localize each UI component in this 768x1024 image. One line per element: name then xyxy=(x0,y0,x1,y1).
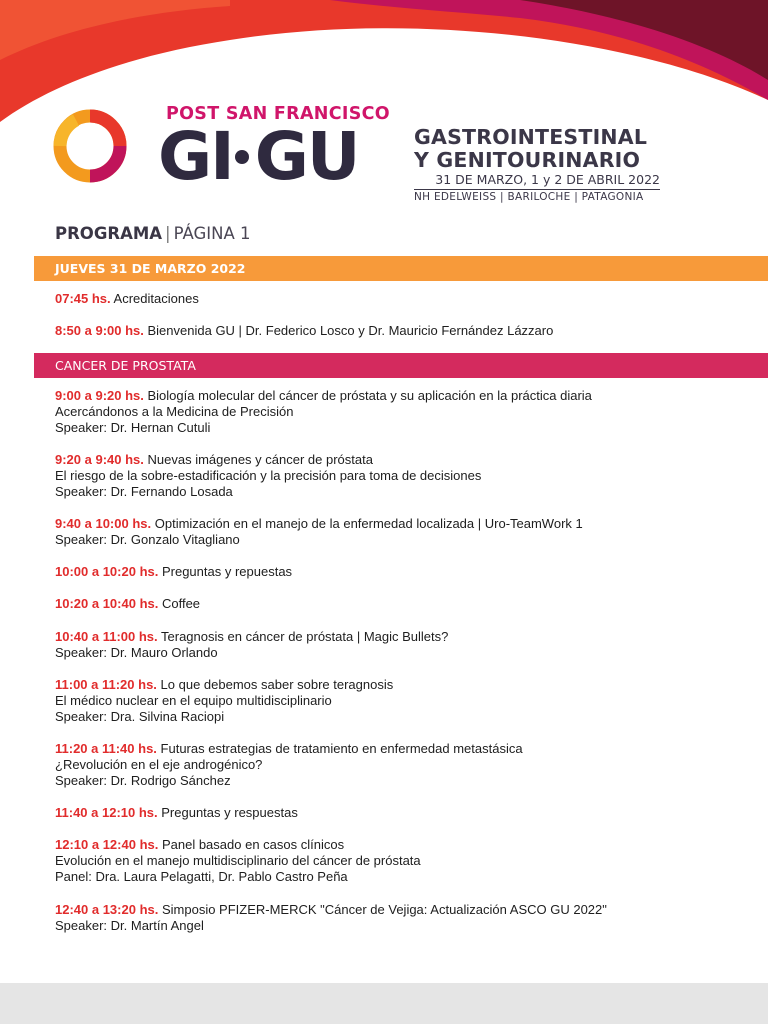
entry-detail-line: Acercándonos a la Medicina de Precisión xyxy=(55,404,294,419)
event-dates: 31 DE MARZO, 1 y 2 DE ABRIL 2022 xyxy=(414,172,660,190)
entry-title: Bienvenida GU | Dr. Federico Losco y Dr. Mauricio Fernández Lázzaro xyxy=(143,323,554,338)
entry-title: Biología molecular del cáncer de próstata y su aplicación en la práctica diaria xyxy=(143,388,592,403)
schedule-entry xyxy=(55,516,755,548)
entry-detail-line: Speaker: Dr. Rodrigo Sánchez xyxy=(55,773,231,788)
entry-title: Acreditaciones xyxy=(110,291,199,306)
entry-title-line xyxy=(55,452,755,468)
entry-detail-line: Speaker: Dr. Fernando Losada xyxy=(55,484,233,499)
entry-detail-line: Speaker: Dra. Silvina Raciopi xyxy=(55,709,225,724)
event-title-block xyxy=(414,126,664,205)
entry-detail-line: Panel: Dra. Laura Pelagatti, Dr. Pablo Castro Peña xyxy=(55,869,348,884)
entry-title: Preguntas y respuestas xyxy=(157,805,298,820)
schedule-entry xyxy=(55,741,755,789)
schedule-entry xyxy=(55,323,755,339)
day-header-band: JUEVES 31 DE MARZO 2022 xyxy=(34,256,768,281)
entry-title-line xyxy=(55,291,755,307)
entry-detail-line: Speaker: Dr. Martín Angel xyxy=(55,918,204,933)
page-title xyxy=(55,224,251,243)
entry-time: 10:20 a 10:40 hs. xyxy=(55,596,159,611)
event-title-line2: Y GENITOURINARIO xyxy=(414,148,641,172)
entry-time: 11:20 a 11:40 hs. xyxy=(55,741,157,756)
schedule-entry xyxy=(55,902,755,934)
event-venue: NH EDELWEISS | BARILOCHE | PATAGONIA xyxy=(414,191,644,203)
entry-title-line xyxy=(55,629,755,645)
entry-detail-line: Speaker: Dr. Hernan Cutuli xyxy=(55,420,211,435)
entry-time: 11:40 a 12:10 hs. xyxy=(55,805,158,820)
entry-detail-line: El riesgo de la sobre-estadificación y la precisión para toma de decisiones xyxy=(55,468,482,483)
schedule-entry xyxy=(55,677,755,725)
entry-time: 12:40 a 13:20 hs. xyxy=(55,902,159,917)
entry-time: 10:00 a 10:20 hs. xyxy=(55,564,159,579)
entry-title: Coffee xyxy=(158,596,201,611)
entry-time: 07:45 hs. xyxy=(55,291,111,306)
logo-gu-text: GU xyxy=(254,118,359,195)
entry-detail-line: El médico nuclear en el equipo multidisciplinario xyxy=(55,693,332,708)
entry-title: Panel basado en casos clínicos xyxy=(158,837,345,852)
entry-time: 9:40 a 10:00 hs. xyxy=(55,516,152,531)
logo-subtitle: POST SAN FRANCISCO xyxy=(166,104,390,124)
entry-time: 10:40 a 11:00 hs. xyxy=(55,629,158,644)
event-title-line1: GASTROINTESTINAL xyxy=(414,125,648,149)
entry-title-line xyxy=(55,837,755,853)
entry-title: Teragnosis en cáncer de próstata | Magic Bullets? xyxy=(157,629,449,644)
schedule-entry xyxy=(55,805,755,821)
logo-dot-icon xyxy=(235,150,249,164)
entry-title: Futuras estrategias de tratamiento en enfermedad metastásica xyxy=(156,741,523,756)
schedule-entry xyxy=(55,837,755,885)
programa-label: PROGRAMA xyxy=(55,224,163,243)
entry-title-line xyxy=(55,596,755,612)
section-header-band: CANCER DE PROSTATA xyxy=(34,353,768,378)
gigu-logo-mark-icon xyxy=(52,102,128,186)
schedule-entry xyxy=(55,629,755,661)
entry-time: 12:10 a 12:40 hs. xyxy=(55,837,159,852)
entry-title-line xyxy=(55,516,755,532)
entry-time: 9:20 a 9:40 hs. xyxy=(55,452,144,467)
entry-title: Lo que debemos saber sobre teragnosis xyxy=(156,677,394,692)
entry-title-line xyxy=(55,323,755,339)
entry-detail-line: ¿Revolución en el eje androgénico? xyxy=(55,757,263,772)
logo-gi-text: GI xyxy=(158,118,233,195)
entry-title-line xyxy=(55,902,755,918)
entry-title-line xyxy=(55,388,755,404)
gigu-logo-wordmark xyxy=(158,118,359,195)
entry-title-line xyxy=(55,805,755,821)
page-number: PÁGINA 1 xyxy=(173,224,251,243)
entry-title-line xyxy=(55,564,755,580)
schedule-entry xyxy=(55,564,755,580)
schedule-entry xyxy=(55,452,755,500)
schedule-entry xyxy=(55,388,755,436)
entry-time: 11:00 a 11:20 hs. xyxy=(55,677,157,692)
title-separator: | xyxy=(165,224,171,243)
entry-time: 9:00 a 9:20 hs. xyxy=(55,388,144,403)
entry-title: Preguntas y repuestas xyxy=(158,564,293,579)
entry-title: Nuevas imágenes y cáncer de próstata xyxy=(143,452,373,467)
entry-title-line xyxy=(55,741,755,757)
schedule-entry xyxy=(55,596,755,612)
entry-detail-line: Evolución en el manejo multidisciplinario del cáncer de próstata xyxy=(55,853,421,868)
schedule-entry xyxy=(55,291,755,307)
entry-detail-line: Speaker: Dr. Gonzalo Vitagliano xyxy=(55,532,240,547)
entry-title: Optimización en el manejo de la enfermedad localizada | Uro-TeamWork 1 xyxy=(151,516,583,531)
entry-title-line xyxy=(55,677,755,693)
footer-bar xyxy=(0,983,768,1024)
entry-detail-line: Speaker: Dr. Mauro Orlando xyxy=(55,645,218,660)
entry-time: 8:50 a 9:00 hs. xyxy=(55,323,144,338)
entry-title: Simposio PFIZER-MERCK "Cáncer de Vejiga: Actualización ASCO GU 2022" xyxy=(158,902,607,917)
